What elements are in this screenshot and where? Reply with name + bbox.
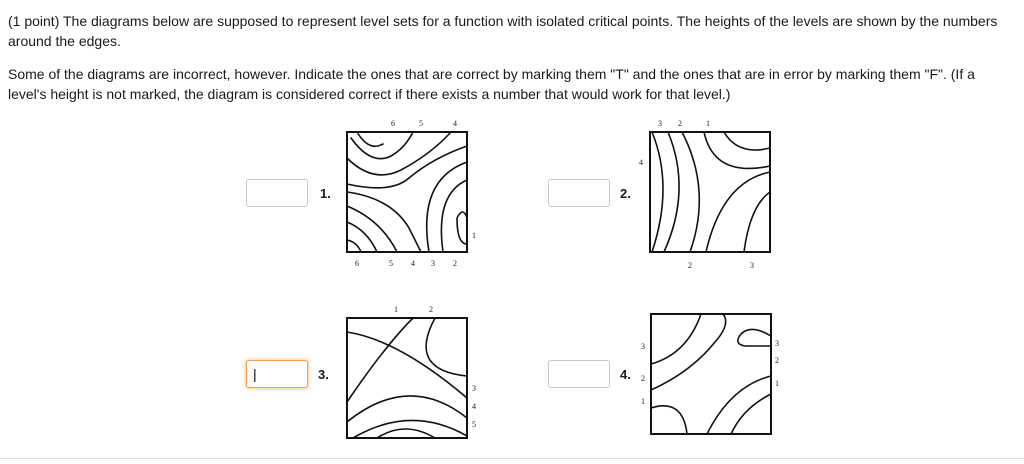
d1-top-label: 4 [453, 119, 457, 128]
answer-input-4[interactable] [548, 360, 610, 388]
problem-statement [8, 12, 1014, 118]
bottom-divider [0, 458, 1024, 459]
d2-top-label: 1 [706, 119, 710, 128]
diagram-3-level-2 [426, 318, 467, 376]
diagram-4-level-3-loop [738, 329, 771, 346]
diagram-4-level-2-bottom [707, 376, 771, 434]
diagram-3-saddle-b [347, 318, 413, 402]
diagram-4-level-2-diag [651, 314, 726, 390]
diagram-4-frame [651, 314, 771, 434]
d3-top-label: 2 [429, 305, 433, 314]
d2-left-label: 4 [639, 158, 643, 167]
d4-left-label: 1 [641, 397, 645, 406]
d1-bottom-label: 4 [411, 259, 415, 268]
diagram-4 [641, 314, 779, 434]
d4-right-label: 1 [775, 379, 779, 388]
d4-right-label: 3 [775, 339, 779, 348]
answer-input-2[interactable] [548, 179, 610, 207]
d2-bottom-label: 2 [688, 261, 692, 270]
diagram-1-level-arc-right-1 [427, 162, 467, 252]
diagram-1-level-1-loop [457, 212, 467, 244]
diagram-4-number: 4. [620, 367, 631, 382]
diagram-3-number: 3. [318, 367, 329, 382]
diagram-3-saddle-a [347, 332, 467, 398]
d1-bottom-label: 2 [453, 259, 457, 268]
diagram-3-level-3 [347, 396, 467, 422]
d3-right-label: 4 [472, 402, 476, 411]
d1-top-label: 6 [391, 119, 395, 128]
diagram-2-saddle-a [682, 132, 699, 252]
diagram-4-level-3-left [651, 314, 701, 364]
diagram-1-level-5-bottom [347, 222, 377, 252]
d1-bottom-label: 6 [355, 259, 359, 268]
diagram-1-level-4-top [347, 132, 451, 175]
diagram-1-level-arc-right-2 [441, 180, 467, 252]
diagram-1-level-3-bottom [347, 206, 397, 252]
diagram-2-saddle-c [706, 172, 770, 252]
d3-right-label: 5 [472, 420, 476, 429]
diagram-4-level-1-bottom-left [651, 406, 687, 434]
d2-top-label: 3 [658, 119, 662, 128]
diagram-1-level-6-bottom [347, 240, 361, 252]
d3-top-label: 1 [394, 305, 398, 314]
diagram-2-number: 2. [620, 186, 631, 201]
diagram-1-number: 1. [320, 186, 331, 201]
diagram-3 [347, 305, 476, 438]
d2-top-label: 2 [678, 119, 682, 128]
diagram-4-level-1-right [731, 394, 771, 434]
diagram-2 [639, 119, 770, 270]
answer-input-1[interactable] [246, 179, 308, 207]
d2-bottom-label: 3 [750, 261, 754, 270]
problem-paragraph-1: (1 point) The diagrams below are supposed to represent level sets for a function with isolated critical points. The heights of the levels are shown by the numbers around the edges. [8, 13, 998, 49]
diagram-2-level-1 [724, 132, 770, 150]
d3-right-label: 3 [472, 384, 476, 393]
d4-left-label: 3 [641, 342, 645, 351]
d1-top-label: 5 [419, 119, 423, 128]
diagram-3-level-5 [377, 429, 435, 438]
diagram-1-level-saddle-b [347, 192, 421, 252]
d1-right-label: 1 [472, 231, 476, 240]
problem-paragraph-2: Some of the diagrams are incorrect, however. Indicate the ones that are correct by marking them "T" and the ones that are in error by marking them "F". (If a level's height is not marked, the diagram is considered correct if there exists a number that would work for that level.) [8, 66, 975, 102]
answer-input-3[interactable] [246, 360, 308, 388]
d1-bottom-label: 3 [431, 259, 435, 268]
diagram-1 [347, 119, 476, 268]
diagram-2-level-3-arc [744, 192, 770, 252]
diagram-2-level-4 [652, 132, 663, 252]
diagram-2-level-3 [664, 132, 679, 252]
d4-left-label: 2 [641, 374, 645, 383]
d4-right-label: 2 [775, 356, 779, 365]
diagram-1-level-6-top [357, 132, 383, 146]
d1-bottom-label: 5 [389, 259, 393, 268]
